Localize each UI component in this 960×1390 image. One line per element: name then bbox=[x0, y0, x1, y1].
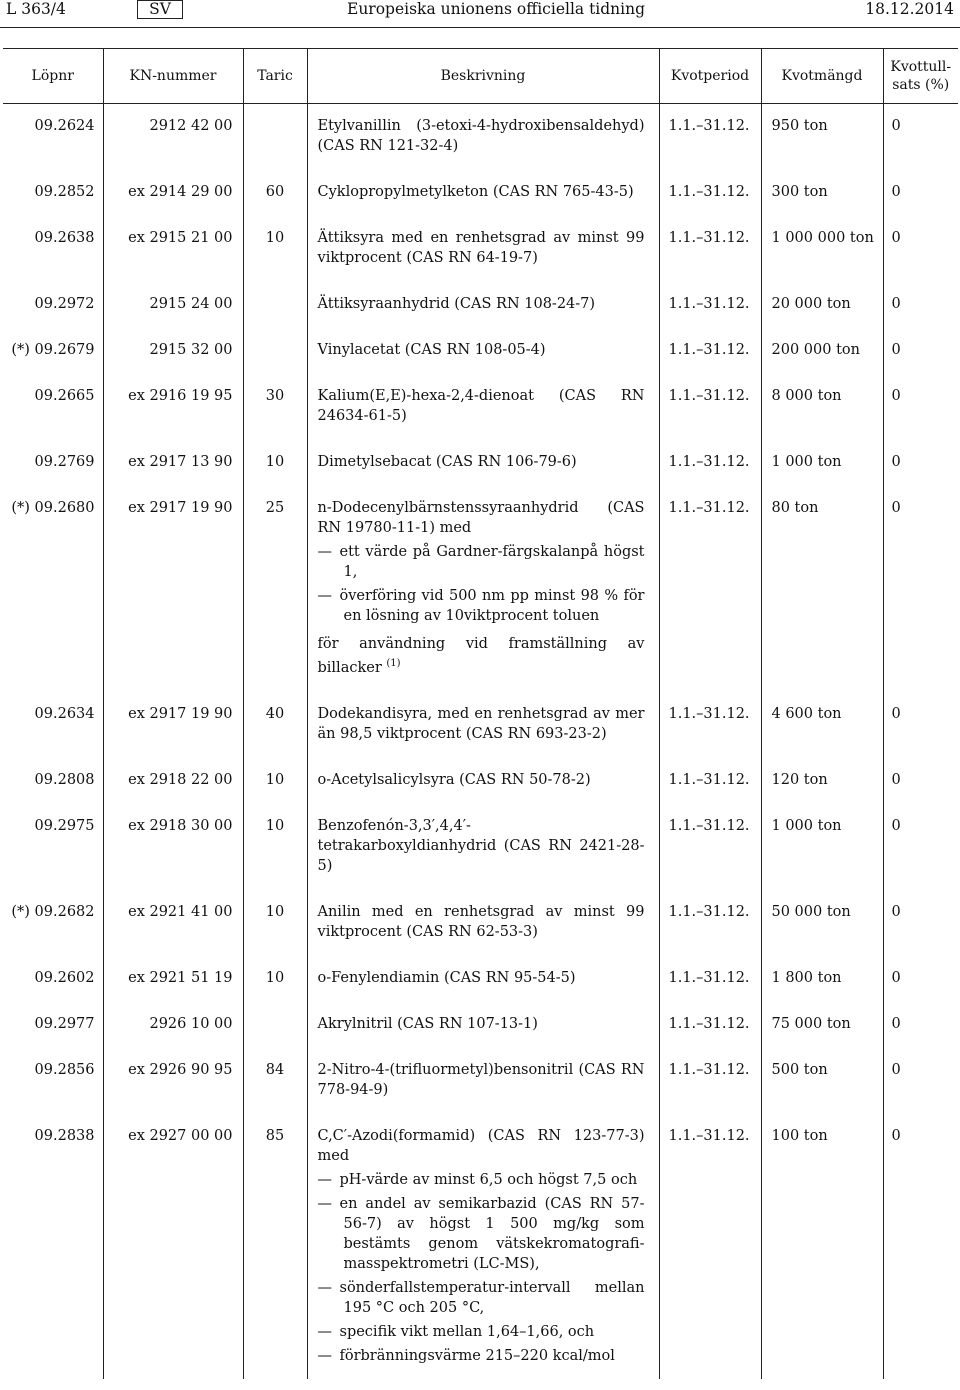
cell-kn-number: ex 2927 00 00 bbox=[103, 1113, 243, 1379]
cell-lopnr: 09.2856 bbox=[34, 1061, 95, 1078]
cell-lopnr: (*) 09.2682 bbox=[11, 903, 95, 920]
dash-marker: — bbox=[317, 1195, 332, 1212]
cell-duty-rate: 0 bbox=[883, 1047, 958, 1113]
table-row bbox=[3, 215, 958, 281]
cell-quota-amount: 100 ton bbox=[761, 1113, 883, 1379]
cell-taric: 84 bbox=[243, 1047, 307, 1113]
description-text: Ättiksyraanhydrid (CAS RN 108-24-7) bbox=[317, 296, 596, 312]
cell-duty-rate: 0 bbox=[883, 955, 958, 1001]
cell-kn-number: ex 2918 30 00 bbox=[103, 803, 243, 889]
cell-kn-number: ex 2918 22 00 bbox=[103, 757, 243, 803]
description-text: Kalium(E,E)-hexa-2,4-dienoat (CAS RN 24634-61-5) bbox=[317, 388, 645, 424]
cell-kn-number: ex 2921 41 00 bbox=[103, 889, 243, 955]
cell-description bbox=[307, 373, 659, 439]
cell-description bbox=[307, 1113, 659, 1379]
cell-kn-number: ex 2921 51 19 bbox=[103, 955, 243, 1001]
table-body bbox=[3, 104, 958, 1379]
cell-quota-period: 1.1.–31.12. bbox=[659, 803, 761, 889]
table-row bbox=[3, 281, 958, 327]
table-row bbox=[3, 373, 958, 439]
cell-kn-number: ex 2914 29 00 bbox=[103, 169, 243, 215]
language-code: SV bbox=[137, 0, 183, 19]
table-row bbox=[3, 757, 958, 803]
cell-description bbox=[307, 215, 659, 281]
cell-kn-number: ex 2917 19 90 bbox=[103, 485, 243, 691]
cell-description bbox=[307, 757, 659, 803]
description-bullet bbox=[318, 542, 645, 582]
cell-quota-period: 1.1.–31.12. bbox=[659, 439, 761, 485]
journal-title: Europeiska unionens officiella tidning bbox=[347, 0, 646, 18]
cell-duty-rate: 0 bbox=[883, 327, 958, 373]
dash-marker: — bbox=[317, 1347, 332, 1364]
cell-taric bbox=[243, 327, 307, 373]
cell-quota-period: 1.1.–31.12. bbox=[659, 327, 761, 373]
column-header-description: Beskrivning bbox=[307, 49, 659, 104]
cell-lopnr: 09.2808 bbox=[34, 771, 95, 788]
cell-taric: 10 bbox=[243, 215, 307, 281]
description-text: Akrylnitril (CAS RN 107-13-1) bbox=[317, 1015, 538, 1032]
dash-marker: — bbox=[317, 1279, 332, 1296]
table-row bbox=[3, 327, 958, 373]
cell-kn-number: 2926 10 00 bbox=[103, 1001, 243, 1047]
description-bullet bbox=[318, 1170, 645, 1190]
cell-quota-amount: 1 000 ton bbox=[761, 439, 883, 485]
description-bullet bbox=[318, 586, 645, 626]
description-bullet bbox=[318, 1194, 645, 1274]
page-reference: L 363/4 bbox=[6, 0, 66, 18]
cell-quota-amount: 200 000 ton bbox=[761, 327, 883, 373]
cell-duty-rate: 0 bbox=[883, 803, 958, 889]
description-text: Anilin med en renhetsgrad av minst 99 viktprocent (CAS RN 62-53-3) bbox=[317, 903, 645, 940]
cell-description bbox=[307, 169, 659, 215]
cell-duty-rate: 0 bbox=[883, 439, 958, 485]
description-text: Dodekandisyra, med en renhetsgrad av mer än 98,5 viktprocent (CAS RN 693-23-2) bbox=[317, 705, 645, 742]
cell-quota-amount: 500 ton bbox=[761, 1047, 883, 1113]
cell-quota-amount: 300 ton bbox=[761, 169, 883, 215]
description-text: Vinylacetat (CAS RN 108-05-4) bbox=[317, 342, 546, 358]
column-header-period: Kvotperiod bbox=[659, 49, 761, 104]
dash-marker: — bbox=[317, 1171, 332, 1188]
cell-duty-rate: 0 bbox=[883, 169, 958, 215]
cell-taric: 10 bbox=[243, 757, 307, 803]
cell-lopnr: (*) 09.2679 bbox=[11, 342, 95, 358]
cell-duty-rate: 0 bbox=[883, 889, 958, 955]
column-header-taric: Taric bbox=[243, 49, 307, 104]
cell-quota-amount: 80 ton bbox=[761, 485, 883, 691]
header-divider bbox=[0, 27, 960, 28]
cell-taric: 30 bbox=[243, 373, 307, 439]
cell-lopnr: 09.2972 bbox=[34, 296, 95, 312]
description-text: Etylvanillin (3-etoxi-4-hydroxibensaldehyd) (CAS RN 121-32-4) bbox=[317, 118, 645, 154]
column-header-lopnr: Löpnr bbox=[3, 49, 103, 104]
cell-taric: 40 bbox=[243, 691, 307, 757]
cell-quota-period: 1.1.–31.12. bbox=[659, 691, 761, 757]
cell-description bbox=[307, 281, 659, 327]
cell-quota-amount: 1 800 ton bbox=[761, 955, 883, 1001]
cell-lopnr: 09.2769 bbox=[34, 454, 95, 470]
cell-kn-number: 2915 24 00 bbox=[103, 281, 243, 327]
cell-quota-period: 1.1.–31.12. bbox=[659, 485, 761, 691]
cell-lopnr: (*) 09.2680 bbox=[11, 500, 95, 516]
cell-kn-number: 2915 32 00 bbox=[103, 327, 243, 373]
publication-date: 18.12.2014 bbox=[865, 0, 954, 18]
cell-kn-number: ex 2917 19 90 bbox=[103, 691, 243, 757]
cell-lopnr: 09.2602 bbox=[34, 969, 95, 986]
cell-kn-number: ex 2915 21 00 bbox=[103, 215, 243, 281]
cell-lopnr: 09.2852 bbox=[34, 184, 95, 200]
description-text: Dimetylsebacat (CAS RN 106-79-6) bbox=[317, 454, 577, 470]
cell-duty-rate: 0 bbox=[883, 215, 958, 281]
cell-description bbox=[307, 803, 659, 889]
cell-description bbox=[307, 439, 659, 485]
cell-quota-period: 1.1.–31.12. bbox=[659, 104, 761, 170]
description-text: Benzofenón-3,3′,4,4′-tetrakarboxyldianhydrid (CAS RN 2421-28-5) bbox=[317, 817, 645, 874]
cell-quota-amount: 120 ton bbox=[761, 757, 883, 803]
description-bullet bbox=[318, 1346, 645, 1366]
table-row bbox=[3, 439, 958, 485]
bullet-text: sönderfallstemperatur-intervall mellan 195 °C och 205 °C, bbox=[339, 1279, 645, 1316]
footnote-reference: (1) bbox=[386, 658, 401, 669]
cell-lopnr: 09.2665 bbox=[34, 388, 95, 404]
bullet-text: en andel av semikarbazid (CAS RN 57-56-7) av högst 1 500 mg/kg som bestämts genom vätskekromatografi-masspektrometri (LC-MS), bbox=[339, 1195, 645, 1272]
cell-kn-number: ex 2926 90 95 bbox=[103, 1047, 243, 1113]
dash-marker: — bbox=[317, 588, 332, 604]
cell-lopnr: 09.2977 bbox=[34, 1015, 95, 1032]
bullet-text: överföring vid 500 nm pp minst 98 % för en lösning av 10viktprocent toluen bbox=[339, 588, 645, 624]
cell-quota-period: 1.1.–31.12. bbox=[659, 169, 761, 215]
bullet-text: pH-värde av minst 6,5 och högst 7,5 och bbox=[339, 1171, 638, 1188]
cell-taric: 10 bbox=[243, 439, 307, 485]
cell-kn-number: ex 2917 13 90 bbox=[103, 439, 243, 485]
cell-duty-rate: 0 bbox=[883, 485, 958, 691]
cell-description bbox=[307, 327, 659, 373]
cell-duty-rate: 0 bbox=[883, 1001, 958, 1047]
table-row bbox=[3, 485, 958, 691]
description-text: n-Dodecenylbärnstenssyraanhydrid (CAS RN 19780-11-1) med bbox=[317, 500, 645, 536]
cell-duty-rate: 0 bbox=[883, 104, 958, 170]
table-row bbox=[3, 169, 958, 215]
cell-quota-amount: 950 ton bbox=[761, 104, 883, 170]
cell-duty-rate: 0 bbox=[883, 691, 958, 757]
page-header bbox=[0, 0, 960, 20]
column-header-kn: KN-nummer bbox=[103, 49, 243, 104]
cell-description bbox=[307, 955, 659, 1001]
cell-quota-amount: 4 600 ton bbox=[761, 691, 883, 757]
table-row bbox=[3, 104, 958, 170]
cell-quota-period: 1.1.–31.12. bbox=[659, 889, 761, 955]
cell-taric: 60 bbox=[243, 169, 307, 215]
bullet-text: specifik vikt mellan 1,64–1,66, och bbox=[339, 1323, 595, 1340]
cell-description bbox=[307, 104, 659, 170]
cell-description bbox=[307, 1047, 659, 1113]
note-text: för användning vid framställning av billacker bbox=[317, 636, 645, 676]
cell-taric: 85 bbox=[243, 1113, 307, 1379]
bullet-text: förbränningsvärme 215–220 kcal/mol bbox=[339, 1347, 615, 1364]
cell-quota-period: 1.1.–31.12. bbox=[659, 1001, 761, 1047]
cell-quota-period: 1.1.–31.12. bbox=[659, 757, 761, 803]
dash-marker: — bbox=[317, 1323, 332, 1340]
table-row bbox=[3, 691, 958, 757]
description-text: Ättiksyra med en renhetsgrad av minst 99 viktprocent (CAS RN 64-19-7) bbox=[317, 230, 645, 266]
cell-quota-amount: 75 000 ton bbox=[761, 1001, 883, 1047]
cell-quota-amount: 1 000 ton bbox=[761, 803, 883, 889]
table-row bbox=[3, 889, 958, 955]
description-text: o-Acetylsalicylsyra (CAS RN 50-78-2) bbox=[317, 771, 591, 788]
description-text: o-Fenylendiamin (CAS RN 95-54-5) bbox=[317, 969, 576, 986]
cell-kn-number: ex 2916 19 95 bbox=[103, 373, 243, 439]
description-text: C,C′-Azodi(formamid) (CAS RN 123-77-3) med bbox=[317, 1127, 645, 1164]
cell-taric bbox=[243, 104, 307, 170]
cell-duty-rate: 0 bbox=[883, 757, 958, 803]
cell-duty-rate: 0 bbox=[883, 373, 958, 439]
description-text: 2-Nitro-4-(trifluormetyl)bensonitril (CAS RN 778-94-9) bbox=[317, 1061, 645, 1098]
column-header-amount: Kvotmängd bbox=[761, 49, 883, 104]
cell-duty-rate: 0 bbox=[883, 1113, 958, 1379]
cell-lopnr: 09.2975 bbox=[34, 817, 95, 834]
cell-quota-amount: 20 000 ton bbox=[761, 281, 883, 327]
bullet-text: ett värde på Gardner-färgskalanpå högst 1, bbox=[339, 544, 645, 580]
cell-taric bbox=[243, 1001, 307, 1047]
cell-quota-amount: 1 000 000 ton bbox=[761, 215, 883, 281]
cell-taric: 10 bbox=[243, 889, 307, 955]
cell-duty-rate: 0 bbox=[883, 281, 958, 327]
cell-taric: 25 bbox=[243, 485, 307, 691]
table-row bbox=[3, 803, 958, 889]
cell-quota-amount: 8 000 ton bbox=[761, 373, 883, 439]
cell-description bbox=[307, 691, 659, 757]
dash-marker: — bbox=[317, 544, 332, 560]
cell-description bbox=[307, 889, 659, 955]
cell-quota-period: 1.1.–31.12. bbox=[659, 1113, 761, 1379]
cell-taric: 10 bbox=[243, 955, 307, 1001]
table-row bbox=[3, 955, 958, 1001]
cell-taric bbox=[243, 281, 307, 327]
cell-quota-period: 1.1.–31.12. bbox=[659, 373, 761, 439]
quota-table bbox=[3, 48, 958, 1379]
table-row bbox=[3, 1113, 958, 1379]
table-row bbox=[3, 1001, 958, 1047]
cell-quota-period: 1.1.–31.12. bbox=[659, 215, 761, 281]
cell-taric: 10 bbox=[243, 803, 307, 889]
description-note bbox=[318, 634, 645, 678]
cell-quota-amount: 50 000 ton bbox=[761, 889, 883, 955]
description-text: Cyklopropylmetylketon (CAS RN 765-43-5) bbox=[317, 184, 634, 200]
cell-quota-period: 1.1.–31.12. bbox=[659, 955, 761, 1001]
cell-lopnr: 09.2624 bbox=[34, 118, 95, 134]
table-row bbox=[3, 1047, 958, 1113]
cell-quota-period: 1.1.–31.12. bbox=[659, 281, 761, 327]
description-bullet bbox=[318, 1322, 645, 1342]
cell-lopnr: 09.2838 bbox=[34, 1127, 95, 1144]
cell-description bbox=[307, 1001, 659, 1047]
table-header-row bbox=[3, 49, 958, 104]
description-bullet bbox=[318, 1278, 645, 1318]
cell-lopnr: 09.2634 bbox=[34, 705, 95, 722]
cell-lopnr: 09.2638 bbox=[34, 230, 95, 246]
cell-quota-period: 1.1.–31.12. bbox=[659, 1047, 761, 1113]
cell-description bbox=[307, 485, 659, 691]
cell-kn-number: 2912 42 00 bbox=[103, 104, 243, 170]
column-header-rate: Kvottull-sats (%) bbox=[883, 49, 958, 104]
